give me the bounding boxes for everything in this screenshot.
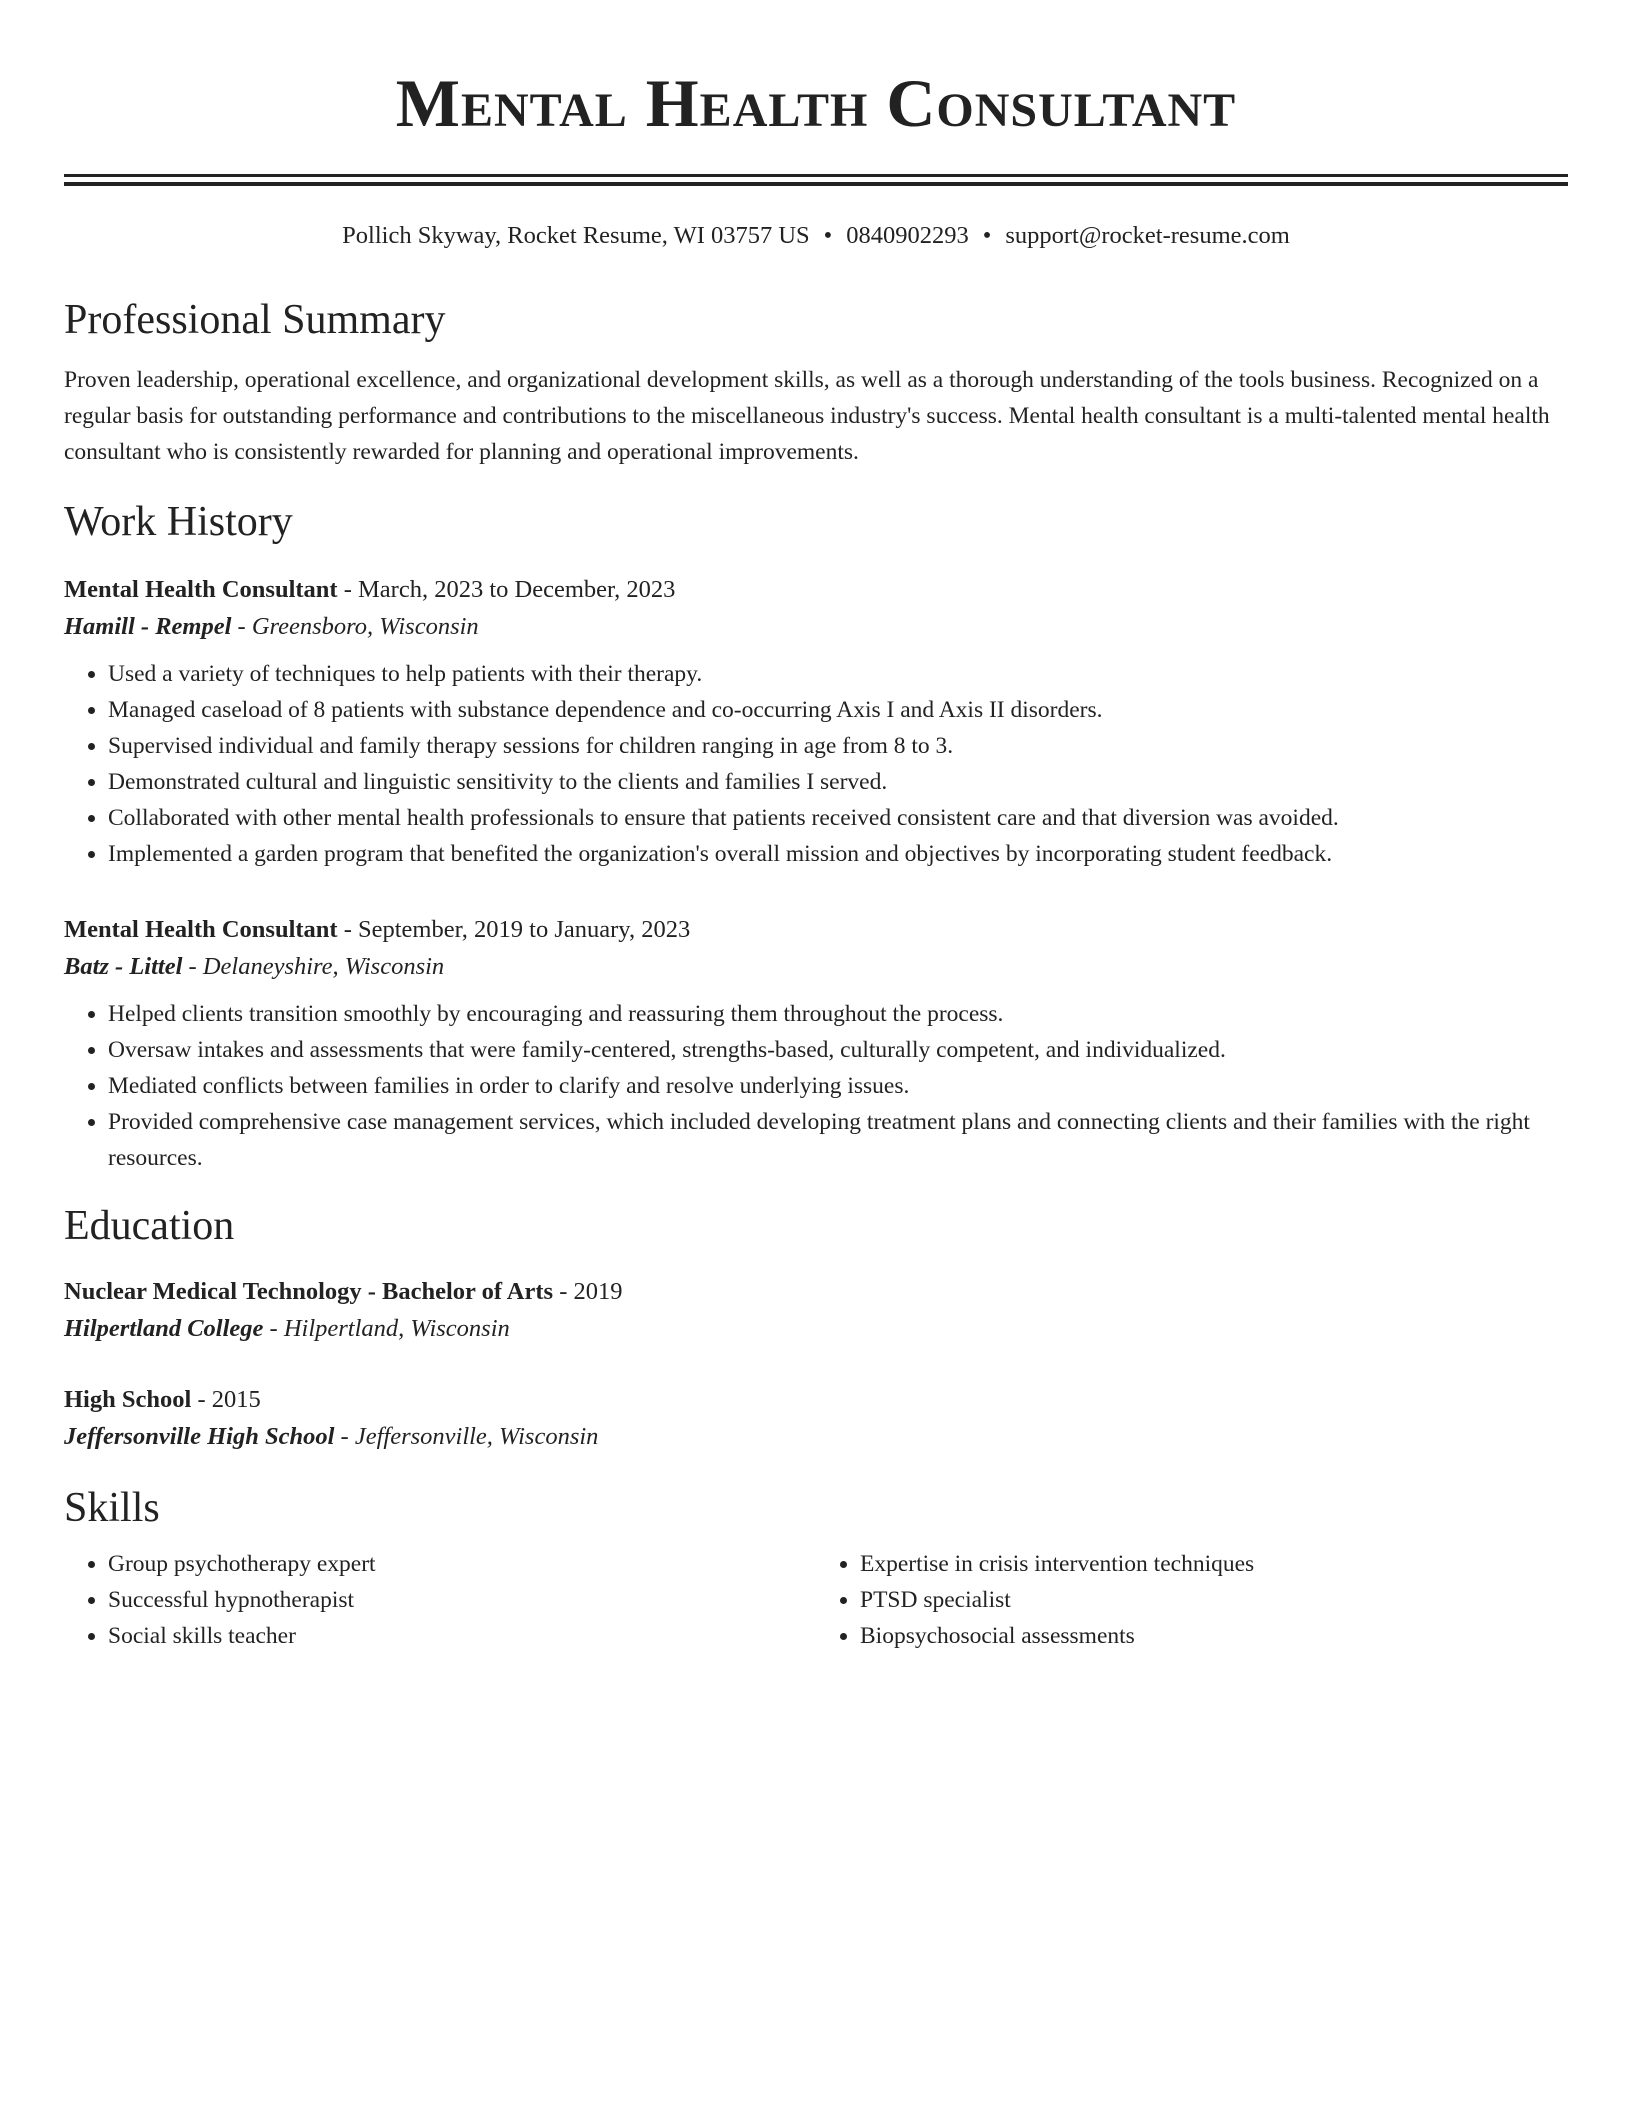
job-company: Hamill - Rempel xyxy=(64,613,232,640)
education-year: - 2015 xyxy=(191,1386,261,1413)
job-bullet-list xyxy=(64,996,1568,1176)
job-location: - Delaneyshire, Wisconsin xyxy=(182,953,445,980)
job-bullet: • Supervised individual and family therapy sessions for children ranging in age from 8 to 3. xyxy=(108,728,1568,764)
job-bullet: • Provided comprehensive case management services, which included developing treatment plans and connecting clients and their families with the right resources. xyxy=(108,1104,1568,1176)
job-bullet: • Mediated conflicts between families in order to clarify and resolve underlying issues. xyxy=(108,1068,1568,1104)
resume-name: Mental Health Consultant xyxy=(395,65,1237,141)
education-location: - Jeffersonville, Wisconsin xyxy=(334,1423,599,1450)
job-employer xyxy=(64,948,1568,986)
skill-item: • Group psychotherapy expert xyxy=(108,1546,816,1582)
header-double-rule xyxy=(64,174,1568,186)
skill-item: • Biopsychosocial assessments xyxy=(860,1618,1568,1654)
job-company: Batz - Littel xyxy=(64,953,183,980)
education-school-line xyxy=(64,1310,1568,1348)
section-title-work: Work History xyxy=(64,499,293,545)
skill-item: • PTSD specialist xyxy=(860,1582,1568,1618)
skill-item: • Social skills teacher xyxy=(108,1618,816,1654)
job-entry xyxy=(64,912,1568,1176)
job-location: - Greensboro, Wisconsin xyxy=(231,613,479,640)
job-dates: - March, 2023 to December, 2023 xyxy=(337,576,676,603)
job-bullet: • Demonstrated cultural and linguistic sensitivity to the clients and families I served. xyxy=(108,764,1568,800)
education-location: - Hilpertland, Wisconsin xyxy=(263,1315,510,1342)
job-bullet: • Helped clients transition smoothly by encouraging and reassuring them throughout the process. xyxy=(108,996,1568,1032)
education-year: - 2019 xyxy=(553,1278,623,1305)
skills-grid xyxy=(64,1546,1568,1654)
section-title-skills: Skills xyxy=(64,1485,160,1531)
education-heading xyxy=(64,1274,1568,1310)
contact-separator: • xyxy=(982,222,992,249)
education-school: Jeffersonville High School xyxy=(64,1423,335,1450)
education-degree: Nuclear Medical Technology - Bachelor of Arts xyxy=(64,1278,554,1305)
job-bullet: • Implemented a garden program that benefited the organization's overall mission and objectives by incorporating student feedback. xyxy=(108,836,1568,872)
contact-line xyxy=(64,220,1568,252)
education-heading xyxy=(64,1382,1568,1418)
job-role: Mental Health Consultant xyxy=(64,576,338,603)
job-employer xyxy=(64,608,1568,646)
skills-column-right xyxy=(816,1546,1568,1654)
job-bullet: • Collaborated with other mental health professionals to ensure that patients received consistent care and that diversion was avoided. xyxy=(108,800,1568,836)
education-entry xyxy=(64,1382,1568,1456)
job-bullet: • Oversaw intakes and assessments that were family-centered, strengths-based, culturally competent, and individualized. xyxy=(108,1032,1568,1068)
section-title-summary: Professional Summary xyxy=(64,297,446,343)
education-school-line xyxy=(64,1418,1568,1456)
job-dates: - September, 2019 to January, 2023 xyxy=(337,916,691,943)
job-bullet: • Managed caseload of 8 patients with substance dependence and co-occurring Axis I and Axis II disorders. xyxy=(108,692,1568,728)
job-heading xyxy=(64,572,1568,608)
skill-item: • Successful hypnotherapist xyxy=(108,1582,816,1618)
education-degree: High School xyxy=(64,1386,192,1413)
job-role: Mental Health Consultant xyxy=(64,916,338,943)
skill-item: • Expertise in crisis intervention techniques xyxy=(860,1546,1568,1582)
job-entry xyxy=(64,572,1568,872)
contact-address: Pollich Skyway, Rocket Resume, WI 03757 US xyxy=(342,222,810,249)
contact-separator: • xyxy=(823,222,833,249)
skills-column-left xyxy=(64,1546,816,1654)
job-heading xyxy=(64,912,1568,948)
education-school: Hilpertland College xyxy=(64,1315,264,1342)
summary-text: Proven leadership, operational excellence, and organizational development skills, as well as a thorough understanding of the tools business. Recognized on a regular basis for outstanding performance and contributions to the miscellaneous industry's success. Mental health consultant is a multi-talented mental health consultant who is consistently rewarded for planning and operational improvements. xyxy=(64,367,1550,465)
contact-phone: 0840902293 xyxy=(846,222,969,249)
job-bullet-list xyxy=(64,656,1568,872)
section-title-education: Education xyxy=(64,1203,235,1249)
job-bullet: • Used a variety of techniques to help patients with their therapy. xyxy=(108,656,1568,692)
contact-email: support@rocket-resume.com xyxy=(1005,222,1290,249)
education-entry xyxy=(64,1274,1568,1348)
